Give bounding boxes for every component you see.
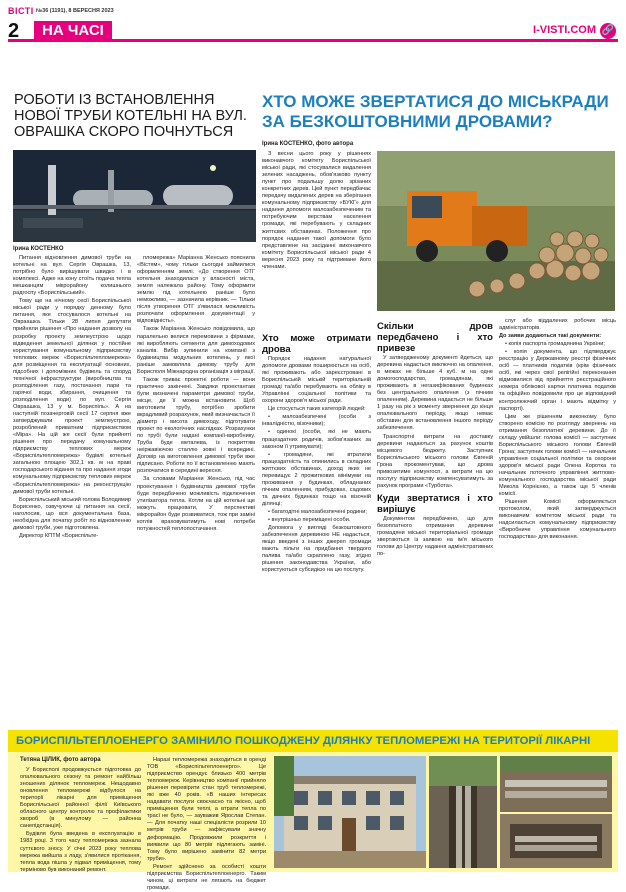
list-item: • малозабезпечені (особи з інвалідністю, візочники);	[262, 414, 371, 428]
boiler-house-photo	[13, 150, 256, 242]
paragraph: Питання відновлення димової труби на котельні на вул. Сергія Оврашка, 13, потрібно було вирішувати швидко і в комплексі. Адже на кону стоїть подача тепла мешканцям мікрорайону колишнього радгоспу «Бориспільський».	[13, 255, 131, 297]
paragraph: слуг або віддалених робочих місць адміністраторів.	[499, 318, 616, 332]
paragraph: Директор КПТМ «Бориспільте-	[19, 532, 99, 539]
page-header	[8, 20, 618, 42]
article2-title: ХТО МОЖЕ ЗВЕРТАТИСЯ ДО МІСЬКРАДИ ЗА БЕЗКОШТОВНИМИ ДРОВАМИ?	[262, 92, 609, 131]
paragraph: Ремонт здійснено за особисті кошти підприємства Бориспільтеплоенерго. Таким чином, ці витрати не лягають на бюджет громади.	[147, 863, 266, 891]
paragraph: У Борисполі продовжується підготовка до опалювального сезону та ремонт найбільш зношених ділянок тепломереж. Нещодавно оновлення тепломережі відбулося на території лікарні для приміщення Бориспільської районної філії Київського обласного центру контролю та профілактики хвороб (в минулому — районна санепідстанція).	[20, 767, 141, 830]
list-item: • внутрішньо переміщені особи.	[268, 517, 351, 524]
paragraph: У затвердженому документі йдеться, що деревина надається виключно на опалення, в межах не більше 4 куб. м на одне домогосподарство, громадянам, які проживають в негазифікованих будинках без центрального опалення (з пічним опаленням). Деревина надається не більше 1 разу на рік з моменту звернення до кінця опалювального періоду, якщо немає обставин для встановлення іншого періоду забезпечення.	[377, 355, 493, 432]
article2-column-1	[262, 151, 371, 323]
masthead	[8, 6, 618, 18]
subheading: Хто може отримати дрова	[262, 333, 371, 355]
paragraph: Документом передбачено, що для безоплатного отримання деревини громадяни міської територіальної громади звертаються із заявою на ім'я міського голови до Центру надання адміністративних по-	[377, 515, 493, 558]
article3-column-2	[147, 757, 266, 891]
paragraph: За словами Маріанни Женсько, під час проектування і будівництва димової труби буде передбачено можливість підключення утилізатора тепла. Котли на цій котельні ще можуть працювати, У перспективі мікрорайон буде розвиватися, тож при заміні котлів враховуватимуть нові потреби потужностей теплопостачання.	[137, 476, 255, 532]
page-number: 2	[8, 20, 20, 42]
paragraph: Це стосується таких категорій людей:	[268, 406, 366, 413]
paragraph: Будівля була введена в експлуатацію в 1983 році. З того часу тепломережа зазнала суттєвого зносу. У січні 2023 року теплова мережа вийшла з ладу, з'явилися протікання, тепла вода пішла у підвал приміщення, тому терміново був виконаний ремонт.	[20, 831, 141, 873]
article2-column-3	[377, 318, 493, 730]
brand-name: ВІСТІ	[8, 6, 34, 16]
hospital-building-photo	[274, 756, 426, 868]
paragraph: Бориспільський міський голова Володимир Борисенко, озвучуючи ці питання на сесії, наголосив, що вся документальна база, необхідна для початку робіт по відновленню димової труби, уже підготовлена.	[13, 496, 131, 531]
pipe-trench-photo	[429, 756, 497, 868]
article2-column-4	[499, 318, 616, 730]
section-label: НА ЧАСІ	[34, 21, 112, 40]
paragraph: Наразі тепломережа знаходиться в оренді ТОВ «Бориспільтеплоенерго». Це підприємство орендує близько 400 метрів тепломереж. Керівництво компанії прийняло рішення перевірити стан труб тепломережі, які вже 40 років. «В наших інтересах надавати послуги своєчасно та якісно, щоб приміщення були теплі, а втрати тепла по трасі не було, — зауважив Ярослав Степан. — Для початку наші спеціалісти розрили 10 метрів труби — зафіксували значну деформацію. Продовжили розкриття і виявили що 80 метрів підлягають заміні. Тому було вирішено замінити 82 метри труби».	[147, 757, 266, 862]
paragraph: Цим же рішенням виконкому було створено комісію по розгляду звернень на отримання безоплатної деревини. До її складу увійшли: голова комісії — заступник Бориспільського міського голови Євгеній Грона; заступник голови комісії — начальник управління соціальної політики та охорони здоров'я міської ради Олена Коротка та начальник поточного управління житлово-комунального господарства міської ради Микола Корнієнко, а також ще 5 членів комісії.	[499, 413, 616, 498]
paragraph: Допомога у вигляді безкоштовного забезпечення деревиною НЕ надається, якщо введені з інших джерел громади мають пільги на придбання твердого палива та/або скраплено газу, згідно рішення законодавства України, або користуються субсидією на цю послугу.	[262, 525, 371, 574]
subheading: Куди звертатися і хто вирішує	[377, 492, 493, 515]
article3-byline: Тетяна ЦІЛИК, фото автора	[20, 757, 101, 763]
paragraph: Рішення Комісії оформляється протоколом, який затверджується виконавчим комітетом міської ради та надсилається комунальному підприємству «Виробниче управління комунального господарства» для виконання.	[499, 499, 616, 541]
article3-title: БОРИСПІЛЬТЕПЛОЕНЕРГО ЗАМІНИЛО ПОШКОДЖЕНУ ДІЛЯНКУ ТЕПЛОМЕРЕЖІ НА ТЕРИТОРІЇ ЛІКАРНІ	[8, 730, 618, 752]
list-item: • громадяни, які втратили працездатність та опинились в складних життєвих обставинах, доход яких не перевищує 2 прожиткових мінімуми на проживання у будинках, обладнаних пічним опаленням, прибудовах, садових та дачних будинках тощо на візочній ділянці;	[262, 451, 371, 507]
article1-photo	[13, 150, 256, 242]
paragraph: Також Маріанна Женсько повідомила, що паралельно велися перемовини з фірмами, які виробляють сегменти для димоходових каналів. Вибір зупинили на компанії з будівництва модульних котелень, у якої раніше замовляла димову трубу для Борисполя Міжнародна організація з міграції.	[137, 326, 255, 375]
paragraph: Також триває проектні роботи — вони практично закінчені. Завдяки проектантам були визначені параметри димової труби, місце, де її можна встановити. Щоб виготовити трубу, потрібно зробити вкрадливий розрахунок, який визначається її діаметр і висота димоходу, підготувати проект по екологічних наслідках. Розрахунки по трубі були надані компанії-виробнику. Труба буде металева, із покриттям неіржавіючою сталлю зовні і всередині. Договір на виготовлення димової труби вже підписано. Роботи по її встановленню мають розпочатися в середині вересня.	[137, 376, 255, 475]
subheading: Скільки дров передбачено і хто привезе	[377, 321, 493, 354]
link-icon[interactable]: 🔗	[600, 23, 616, 39]
paragraph: пломережа» Маріанна Женсько пояснила «Вістям», чому тільки сьогодні займилися оформленням землі. «До створення ОТГ котельня знаходилася у власності міста, земля належала району. Тому оформити землю під котельнею раніше було неможливо, — зазначила керівник. — Тільки після утворення ОТГ з'явилася можливість розпочати оформлення документації у відповідність».	[137, 255, 255, 325]
pipes-photo	[500, 756, 612, 812]
article2-column-2	[262, 330, 371, 730]
paragraph: Тому ще на нічному сесії Бориспільської міської ради у порядку денному було питання, яке стосувалося котельні на Овраашка. Тільки 28 липня депутати прийняли рішення «Про надання дозволу на розробку проекту землеустрою щодо відведення земельної ділянки у постійне користування комунальному підприємству теплових мереж «Бориспільтепломережа» для розміщення та експлуатації основних, підсобних і допоміжних будівель та споруд технічної інфраструктури (виробництва та розподілення газу, постачання пари та гарячої води, збирання, очищення та розподілення води) по вул. Сергія Овраашка, 13 у м. Бориспіль». А на наступній позачерговій сесії 17 серпня вже затверджували проект землеустрою, розроблений приватним підприємством «Міра». На цій же сесії були прийняті рішення про передачу комунальному підприємству теплових мереж «Бориспільтепломережа» будівлі котельні загальною площею 302,1 кв. м на праві господарського відання та про надання згоди комунальному підприємству теплових мереж «Бориспільтепломережа» на реконструкцію димової труби котельні.	[13, 298, 131, 495]
trench-closeup-photo	[500, 814, 612, 868]
issue-info: №36 (1191), 8 ВЕРЕСНЯ 2023	[36, 8, 114, 14]
firewood-truck-photo	[377, 151, 615, 311]
bold-paragraph: До заяви додаються такі документи:	[499, 333, 602, 340]
article2-photo	[377, 151, 615, 311]
paragraph: Транспортні витрати на доставку деревини надаються за рахунок коштів місцевого бюджету. Заступник Бориспільського міського голови Євгеній Грона прокоментував, що дрова привозитиме комунгосп, а витрати на цю послугу підприємству компенсуватимуть за рахунок програми «Турбота».	[377, 433, 493, 489]
paragraph: З весни цього року у рішеннях виконавчого комітету Бориспільської міської ради, які стосувалися видалення зелених насаджень, обов'язково пункту пункт про подальшу долю зрізаних конкретних дерев. Цей пункт передбачає передачу видалених дерев на зберігання комунальному підприємству «БУКГ» для надання допомоги малозабезпеченим та потребуючим верствам населення громади, які перебувають у складних життєвих обставинах. Положення про порядок надання такої допомоги було представлене на засіданні виконавчого комітету Бориспільської міської ради 4 вересня 2023 року та підтримане його членами.	[262, 151, 371, 270]
article1-column-1	[13, 255, 131, 730]
paragraph: Порядок надання натуральної допомоги дровами поширюється на осіб, які проживають або зареєстровані в Бориспільській міській територіальній громаді та/або перебувають на обліку в Управлінні соціальної політики та охорони здоров'я міської ради.	[262, 356, 371, 405]
list-item: • одинокі (особи, які не мають працездатних родичів, зобов'язаних за законом її утримувати);	[262, 429, 371, 450]
article3-photos	[274, 756, 612, 870]
article2-byline: Ірина КОСТЕНКО, фото автора	[262, 141, 354, 147]
article1-byline: Ірина КОСТЕНКО	[13, 246, 64, 252]
site-link[interactable]: I-VISTI.COM	[533, 24, 596, 36]
list-item: • копія документа, що підтверджує реєстрацію у Державному реєстрі фізичних осіб — платників податків (крім фізичних осіб, які через свої релігійні переконання відмовилися від прийняття реєстраційного номера облікової картки платника податків та офіційно повідомили про це відповідний контролюючий орган і мають відмітку у паспорті).	[499, 349, 616, 412]
article1-title: РОБОТИ ІЗ ВСТАНОВЛЕННЯ НОВОЇ ТРУБИ КОТЕЛЬНІ НА ВУЛ. ОВРАШКА СКОРО ПОЧНУТЬСЯ	[14, 92, 247, 140]
list-item: • багатодітні малозабезпечені родини;	[268, 508, 367, 515]
article1-column-2	[137, 255, 255, 730]
article3-column-1	[20, 767, 141, 872]
list-item: • копія паспорта громадянина України;	[505, 341, 605, 348]
